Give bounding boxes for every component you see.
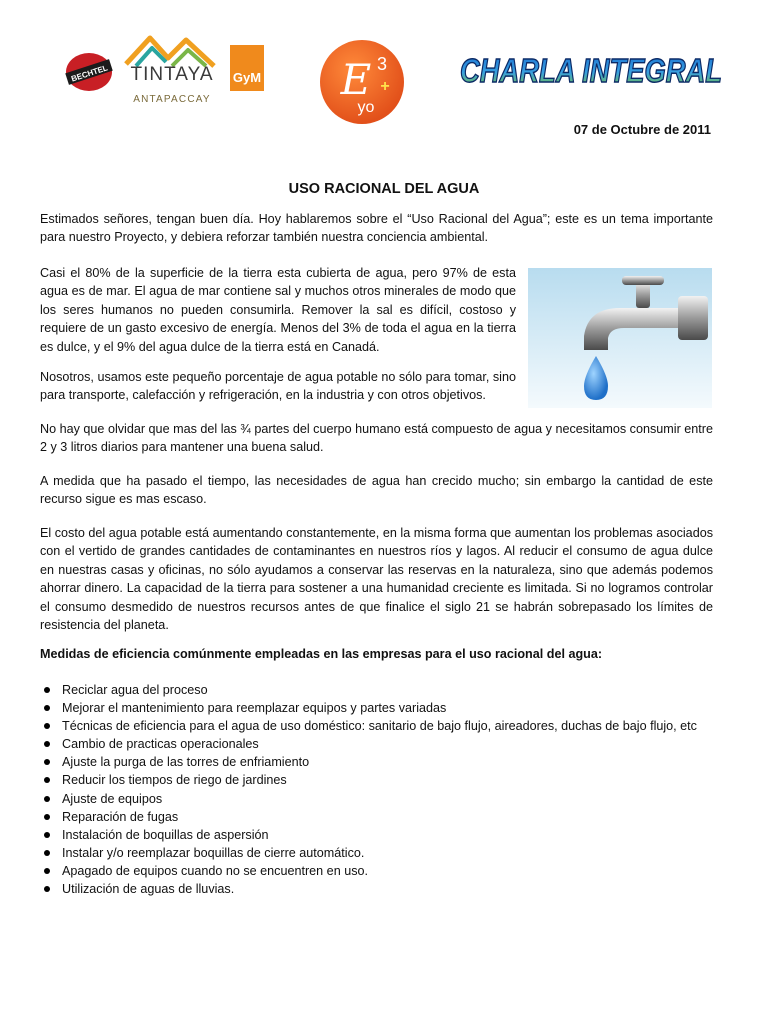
- paragraph-water-facts: Casi el 80% de la superficie de la tierra esta cubierta de agua, pero 97% de esta agua es de mar. El agua de mar contiene sal y muchos otros minerales de modo que los seres humanos no pueden consumirla. Remover la sal es difícil, costoso y requiere de un gasto excesivo de energía. Menos del 3% de toda el agua en la tierra es dulce, y el 9% del agua dulce de la tierra está en Canadá.: [40, 266, 516, 354]
- paragraph-water-uses: Nosotros, usamos este pequeño porcentaje de agua potable no sólo para tomar, sino para transporte, calefacción y refrigeración, en la industria y con otros objetivos.: [40, 370, 516, 403]
- list-item: Ajuste de equipos: [40, 790, 720, 808]
- charla-integral-title: [456, 46, 726, 94]
- list-item: Reparación de fugas: [40, 808, 720, 826]
- list-item: Utilización de aguas de lluvias.: [40, 880, 720, 898]
- tintaya-mountain-icon: [120, 32, 220, 68]
- gym-logo: GyM: [230, 45, 264, 91]
- bechtel-logo: [64, 50, 114, 92]
- document-title: USO RACIONAL DEL AGUA: [288, 181, 480, 197]
- e3-logo-plus: +: [380, 78, 390, 95]
- list-item: Ajuste la purga de las torres de enfriamiento: [40, 753, 720, 771]
- list-item: Cambio de practicas operacionales: [40, 735, 720, 753]
- tintaya-logo-subtitle: ANTAPACCAY: [133, 94, 211, 105]
- e3-logo-sup: 3: [376, 54, 388, 74]
- list-item: Reciclar agua del proceso: [40, 681, 720, 699]
- e3-logo-sub: yo: [357, 99, 375, 116]
- paragraph-intro: Estimados señores, tengan buen día. Hoy hablaremos sobre el “Uso Racional del Agua”; este es un tema importante para nuestro Proyecto, y debiera reforzar también nuestra conciencia ambiental.: [40, 212, 713, 245]
- list-item: Instalación de boquillas de aspersión: [40, 826, 720, 844]
- medidas-heading: Medidas de eficiencia comúnmente empleadas en las empresas para el uso racional del agua:: [40, 647, 603, 661]
- e3-logo: [318, 38, 406, 126]
- paragraph-growing-needs: A medida que ha pasado el tiempo, las necesidades de agua han crecido mucho; sin embargo la cantidad de este recurso sigue es mas escaso.: [40, 474, 713, 507]
- tintaya-logo-name: TINTAYA: [130, 64, 214, 85]
- bechtel-logo-text: BECHTEL: [70, 63, 109, 84]
- list-item: Mejorar el mantenimiento para reemplazar equipos y partes variadas: [40, 699, 720, 717]
- list-item: Instalar y/o reemplazar boquillas de cierre automático.: [40, 844, 720, 862]
- document-date: 07 de Octubre de 2011: [573, 122, 711, 137]
- faucet-water-drop-image: [528, 268, 712, 408]
- e3-logo-letter: E: [340, 55, 372, 104]
- list-item: Técnicas de eficiencia para el agua de uso doméstico: sanitario de bajo flujo, aireadores, duchas de bajo flujo, etc: [40, 717, 720, 735]
- charla-integral-text: CHARLA INTEGRAL: [460, 52, 722, 89]
- medidas-list: [40, 681, 720, 898]
- list-item: Apagado de equipos cuando no se encuentren en uso.: [40, 862, 720, 880]
- list-item: Reducir los tiempos de riego de jardines: [40, 771, 720, 789]
- paragraph-human-body: No hay que olvidar que mas del las ¾ partes del cuerpo humano está compuesto de agua y necesitamos consumir entre 2 y 3 litros diarios para mantener una buena salud.: [40, 422, 713, 455]
- paragraph-cost: El costo del agua potable está aumentando constantemente, en la misma forma que aumentan los problemas asociados con el vertido de grandes cantidades de contaminantes en nuestros ríos y lagos. Al reducir el consumo de agua dulce en nuestras casas y oficinas, no sólo ayudamos a conservar las reservas en la naturaleza, sino que además podemos ahorrar dinero. La capacidad de la tierra para sostener a una humanidad creciente es limitada. Si no logramos controlar el consumo desmedido de nuestros recursos antes de que finalice el siglo 21 se habrán sobrepasado los límites de resistencia del planeta.: [40, 526, 713, 633]
